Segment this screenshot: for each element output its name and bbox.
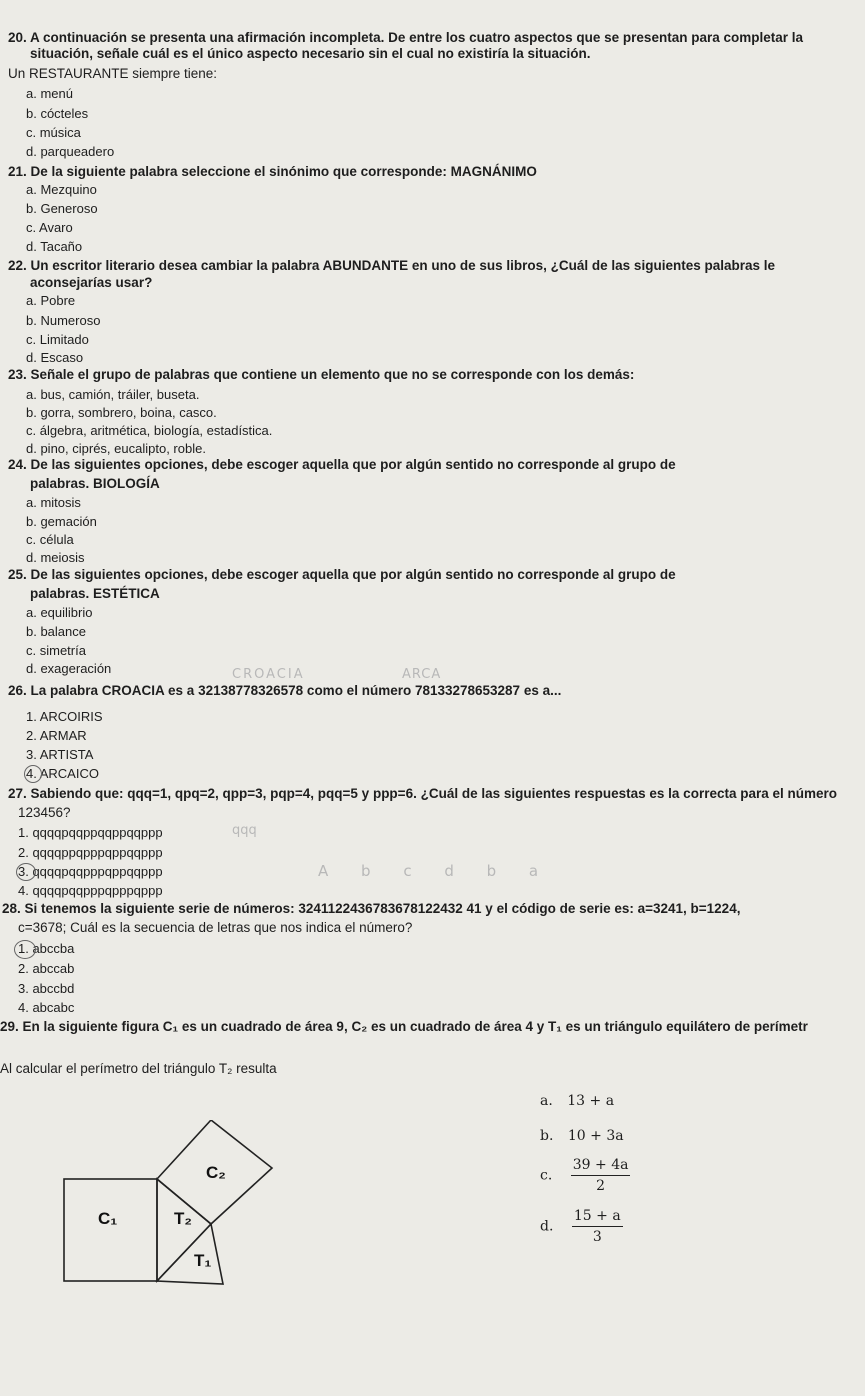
triangle-t1-shape (157, 1224, 223, 1284)
q20-option-b[interactable]: b. cócteles (26, 106, 89, 121)
question-25-stem: 25. De las siguientes opciones, debe escoger aquella que por algún sentido no corresponde al grupo de (8, 567, 676, 582)
q23-option-a[interactable]: a. bus, camión, tráiler, buseta. (26, 387, 200, 402)
q29-option-c-letter: c. (540, 1167, 553, 1184)
q25-option-c[interactable]: c. simetría (26, 643, 86, 658)
label-t1: T₁ (194, 1251, 212, 1270)
question-29-stem: 29. En la siguiente figura C₁ es un cuadrado de área 9, C₂ es un cuadrado de área 4 y T₁ es un triángulo equilátero de perímetr (0, 1019, 808, 1034)
answer-mark-q28 (14, 940, 36, 959)
q27-option-4[interactable]: 4. qqqqpqqpppqpppqppp (18, 883, 163, 898)
q26-option-2[interactable]: 2. ARMAR (26, 728, 87, 743)
q29-option-c-denominator: 2 (596, 1178, 606, 1194)
pencil-note-arca: ARCA (402, 667, 442, 682)
question-25-stem-continued: palabras. ESTÉTICA (30, 586, 160, 601)
q22-option-c[interactable]: c. Limitado (26, 332, 89, 347)
question-26-stem: 26. La palabra CROACIA es a 32138778326578 como el número 78133278653287 es a... (8, 683, 562, 698)
label-t2: T₂ (174, 1209, 192, 1228)
question-28-stem: 28. Si tenemos la siguiente serie de números: 3241122436783678122432 41 y el código de serie es: a=3241, b=1224, (2, 901, 741, 916)
q27-option-3[interactable]: 3. qqqqpqqpppqppqqppp (18, 864, 163, 879)
q20-option-a[interactable]: a. menú (26, 86, 73, 101)
q20-option-d[interactable]: d. parqueadero (26, 144, 115, 159)
question-27-stem-continued: 123456? (18, 805, 71, 820)
q20-option-c[interactable]: c. música (26, 125, 81, 140)
q24-option-a[interactable]: a. mitosis (26, 495, 81, 510)
q26-option-4[interactable]: 4. ARCAICO (26, 766, 99, 781)
q25-option-d[interactable]: d. exageración (26, 661, 112, 676)
q25-option-b[interactable]: b. balance (26, 624, 86, 639)
q29-option-a[interactable] (540, 1093, 614, 1109)
q24-option-b[interactable]: b. gemación (26, 514, 97, 529)
question-22-stem-continued: aconsejarías usar? (30, 275, 153, 290)
q28-option-3[interactable]: 3. abccbd (18, 981, 75, 996)
q27-option-1[interactable]: 1. qqqqpqqppqqppqqppp (18, 825, 163, 840)
q23-option-c[interactable]: c. álgebra, aritmética, biología, estadística. (26, 423, 273, 438)
q29-option-c[interactable] (540, 1157, 630, 1194)
pencil-note-croacia: CROACIA (232, 667, 305, 682)
q24-option-d[interactable]: d. meiosis (26, 550, 85, 565)
q22-option-d[interactable]: d. Escaso (26, 350, 84, 365)
q26-option-3[interactable]: 3. ARTISTA (26, 747, 94, 762)
q29-option-b-letter: b. (540, 1128, 554, 1144)
q29-option-d-numerator: 15 + a (572, 1208, 623, 1227)
q21-option-b[interactable]: b. Generoso (26, 201, 98, 216)
q29-option-d-denominator: 3 (592, 1229, 602, 1245)
q25-option-a[interactable]: a. equilibrio (26, 605, 93, 620)
square-c1-shape (64, 1179, 157, 1281)
q26-option-1[interactable]: 1. ARCOIRIS (26, 709, 103, 724)
q29-option-d-fraction (572, 1208, 623, 1245)
q29-option-d[interactable] (540, 1208, 623, 1245)
answer-mark-q26 (24, 765, 42, 783)
q29-option-b[interactable] (540, 1128, 624, 1144)
answer-mark-q27 (16, 863, 36, 881)
q21-option-d[interactable]: d. Tacaño (26, 239, 83, 254)
question-20-prompt: Un RESTAURANTE siempre tiene: (8, 66, 218, 81)
question-20-stem: 20. A continuación se presenta una afirmación incompleta. De entre los cuatro aspectos que se presentan para completar la (8, 30, 803, 45)
q23-option-d[interactable]: d. pino, ciprés, eucalipto, roble. (26, 441, 206, 456)
q29-option-a-letter: a. (540, 1093, 553, 1109)
q29-option-b-text: 10 + 3a (567, 1128, 624, 1144)
question-22-stem: 22. Un escritor literario desea cambiar la palabra ABUNDANTE en uno de sus libros, ¿Cuál de las siguientes palabras le (8, 258, 775, 273)
q21-option-c[interactable]: c. Avaro (26, 220, 73, 235)
q29-option-a-text: 13 + a (567, 1093, 615, 1109)
q27-option-2[interactable]: 2. qqqqppqpppqppqqppp (18, 845, 163, 860)
geometry-figure (60, 1120, 290, 1290)
q22-option-a[interactable]: a. Pobre (26, 293, 76, 308)
question-20-stem-continued: situación, señale cuál es el único aspecto necesario sin el cual no existiría la situación. (30, 46, 591, 61)
q29-option-c-numerator: 39 + 4a (571, 1157, 631, 1176)
question-21-stem: 21. De la siguiente palabra seleccione el sinónimo que corresponde: MAGNÁNIMO (8, 164, 537, 179)
q21-option-a[interactable]: a. Mezquino (26, 182, 97, 197)
pencil-note-letters: A b c d b a (318, 862, 553, 880)
q24-option-c[interactable]: c. célula (26, 532, 74, 547)
q29-option-c-fraction (571, 1157, 631, 1194)
q28-option-4[interactable]: 4. abcabc (18, 1000, 75, 1015)
question-24-stem-continued: palabras. BIOLOGÍA (30, 476, 160, 491)
q28-option-1[interactable]: 1. abccba (18, 941, 75, 956)
pencil-note-qqq: qqq (232, 823, 257, 838)
q28-option-2[interactable]: 2. abccab (18, 961, 75, 976)
question-24-stem: 24. De las siguientes opciones, debe escoger aquella que por algún sentido no corresponde al grupo de (8, 457, 676, 472)
question-27-stem: 27. Sabiendo que: qqq=1, qpq=2, qpp=3, pqp=4, pqq=5 y ppp=6. ¿Cuál de las siguientes respuestas es la correcta para el número (8, 786, 837, 801)
question-28-stem-continued: c=3678; Cuál es la secuencia de letras que nos indica el número? (18, 920, 413, 935)
q29-option-d-letter: d. (540, 1218, 554, 1235)
label-c1: C₁ (98, 1209, 118, 1228)
label-c2: C₂ (206, 1163, 226, 1182)
q22-option-b[interactable]: b. Numeroso (26, 313, 101, 328)
question-29-stem-continued: Al calcular el perímetro del triángulo T₂ resulta (0, 1061, 277, 1076)
q23-option-b[interactable]: b. gorra, sombrero, boina, casco. (26, 405, 217, 420)
question-23-stem: 23. Señale el grupo de palabras que contiene un elemento que no se corresponde con los demás: (8, 367, 635, 382)
